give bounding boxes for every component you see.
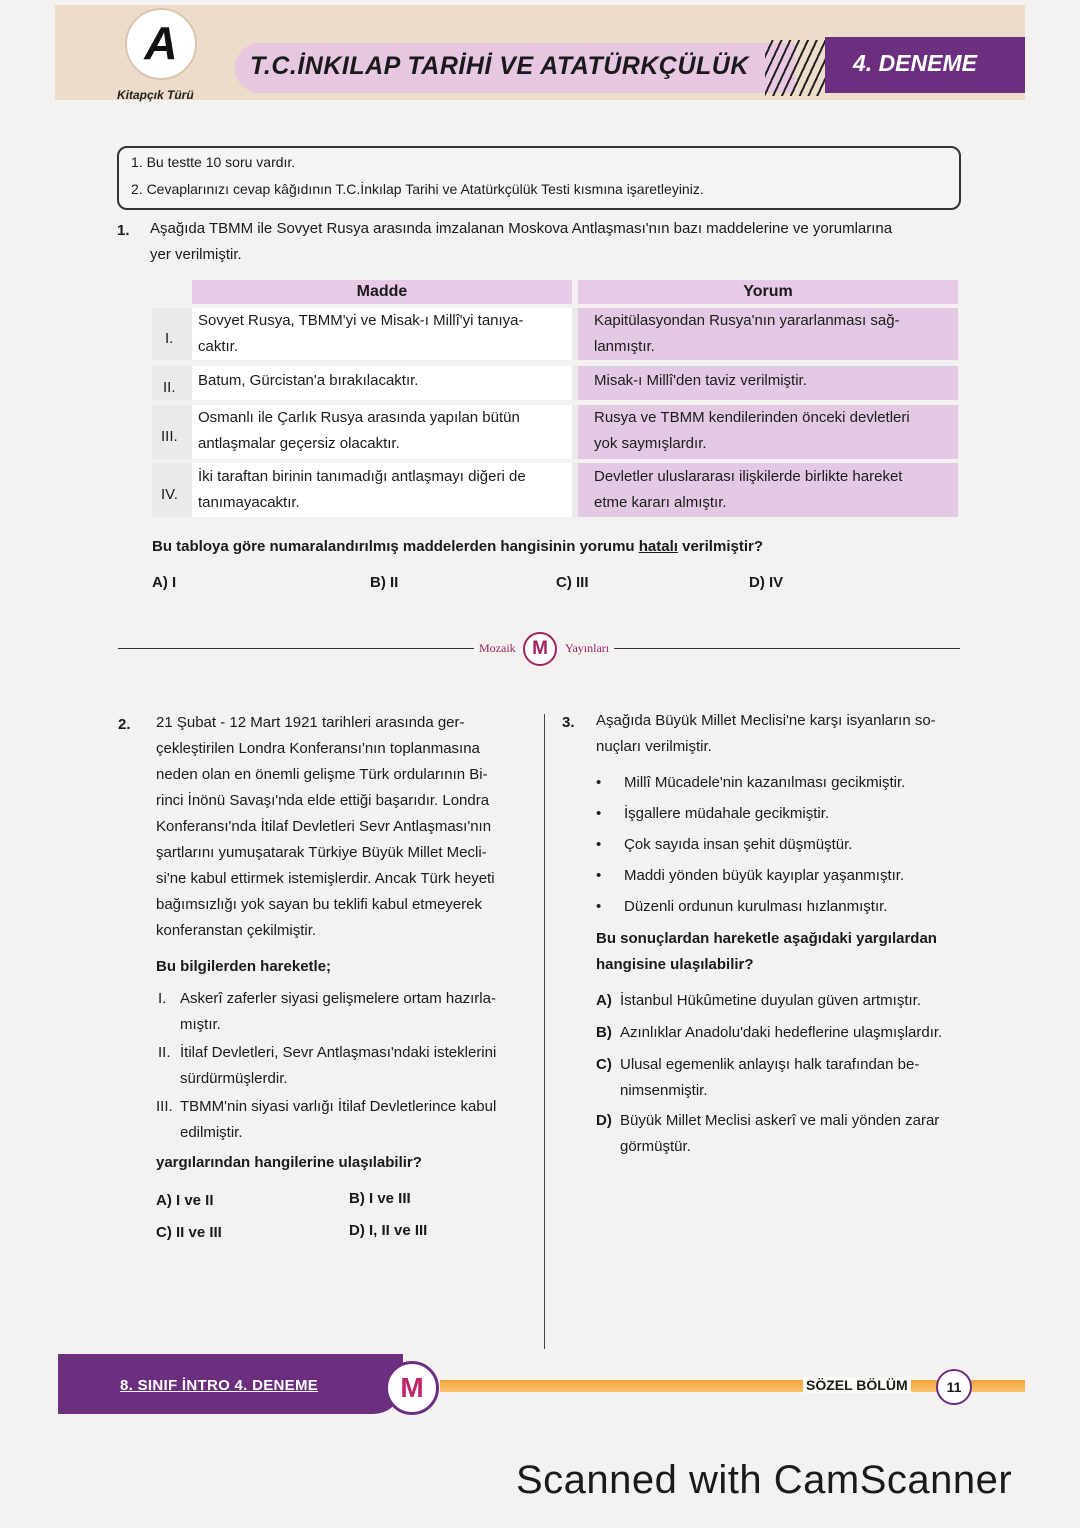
q2-prompt: Bu bilgilerden hareketle; xyxy=(156,958,332,975)
yorum-text: lanmıştır. xyxy=(594,338,655,355)
yorum-text: yok saymışlardır. xyxy=(594,435,707,452)
q2-line: bağımsızlığı yok sayan bu teklifi kabul etmeyerek xyxy=(156,896,482,913)
yorum-text: Kapitülasyondan Rusya'nın yararlanması sağ- xyxy=(594,312,900,329)
q2-statement: TBMM'nin siyasi varlığı İtilaf Devletlerince kabul xyxy=(180,1098,497,1115)
q1-stem-line: Aşağıda TBMM ile Sovyet Rusya arasında imzalanan Moskova Antlaşması'nın bazı maddelerine ve yorumlarına xyxy=(150,220,893,237)
q2-option-c[interactable]: C) II ve III xyxy=(156,1224,222,1241)
q2-statement: mıştır. xyxy=(180,1016,221,1033)
publisher-left: Mozaik xyxy=(479,641,516,655)
q1-option-a[interactable]: A) I xyxy=(152,574,177,591)
q3-bullet: • İşgallere müdahale gecikmiştir. xyxy=(624,801,829,827)
divider-line xyxy=(118,648,474,649)
q3-option-c[interactable]: Ulusal egemenlik anlayışı halk tarafından be- xyxy=(620,1056,920,1073)
q3-bullet: • Çok sayıda insan şehit düşmüştür. xyxy=(624,832,852,858)
stripes-decoration xyxy=(765,40,825,96)
q1-question-pre: Bu tabloya göre numaralandırılmış maddelerden hangisinin yorumu xyxy=(152,538,639,555)
q2-option-a[interactable]: A) I ve II xyxy=(156,1192,214,1209)
q2-statement: sürdürmüşlerdir. xyxy=(180,1070,288,1087)
q2-statement-num: I. xyxy=(158,990,167,1007)
scanner-watermark: Scanned with CamScanner xyxy=(516,1458,1013,1502)
q3-stem-line: Aşağıda Büyük Millet Meclisi'ne karşı isyanların so- xyxy=(596,712,936,729)
yorum-text: Rusya ve TBMM kendilerinden önceki devletleri xyxy=(594,409,910,426)
q3-option-d[interactable]: Büyük Millet Meclisi askerî ve mali yönden zarar xyxy=(620,1112,940,1129)
yorum-text: etme kararı almıştır. xyxy=(594,494,727,511)
q2-statement-num: II. xyxy=(158,1044,171,1061)
page-title: T.C.İNKILAP TARİHİ VE ATATÜRKÇÜLÜK xyxy=(250,52,749,80)
q2-number: 2. xyxy=(118,716,131,733)
column-divider xyxy=(544,714,545,1349)
madde-text: Batum, Gürcistan'a bırakılacaktır. xyxy=(198,372,419,389)
instruction-line: 2. Cevaplarınızı cevap kâğıdının T.C.İnkılap Tarihi ve Atatürkçülük Testi kısmına işaretleyiniz. xyxy=(131,181,704,197)
q2-line: neden olan en önemli gelişme Türk ordularının Bi- xyxy=(156,766,488,783)
q1-question xyxy=(152,534,763,560)
q1-option-d[interactable]: D) IV xyxy=(749,574,784,591)
deneme-badge-label: 4. DENEME xyxy=(853,50,977,76)
q3-option-label[interactable]: B) xyxy=(596,1024,612,1041)
q2-statement: edilmiştir. xyxy=(180,1124,243,1141)
q2-line: 21 Şubat - 12 Mart 1921 tarihleri arasında ger- xyxy=(156,714,465,731)
q3-question: Bu sonuçlardan hareketle aşağıdaki yargılardan xyxy=(596,930,937,947)
madde-text: Osmanlı ile Çarlık Rusya arasında yapılan bütün xyxy=(198,409,520,426)
q3-option-label[interactable]: D) xyxy=(596,1112,612,1129)
table-header-yorum: Yorum xyxy=(578,280,958,304)
publisher-logo-icon: M xyxy=(523,632,557,666)
madde-text: Sovyet Rusya, TBMM'yi ve Misak-ı Millî'yi tanıya- xyxy=(198,312,524,329)
q3-option-label[interactable]: A) xyxy=(596,992,612,1009)
q2-statement: İtilaf Devletleri, Sevr Antlaşması'ndaki isteklerini xyxy=(180,1044,497,1061)
q2-question: yargılarından hangilerine ulaşılabilir? xyxy=(156,1154,422,1171)
page-number: 11 xyxy=(936,1369,972,1405)
q1-question-post: verilmiştir? xyxy=(677,538,763,555)
q2-line: konferanstan çekilmiştir. xyxy=(156,922,317,939)
madde-text: caktır. xyxy=(198,338,239,355)
q3-bullet: • Düzenli ordunun kurulması hızlanmıştır. xyxy=(624,894,887,920)
q3-number: 3. xyxy=(562,714,575,731)
divider-line xyxy=(614,648,960,649)
q1-number: 1. xyxy=(117,222,130,239)
q2-line: çekleştirilen Londra Konferansı'nın toplanmasına xyxy=(156,740,480,757)
q2-line: Konferansı'nda İtilaf Devletleri Sevr Antlaşması'nın xyxy=(156,818,492,835)
q1-question-underlined: hatalı xyxy=(638,538,678,555)
q2-option-b[interactable]: B) I ve III xyxy=(349,1190,411,1207)
q3-question: hangisine ulaşılabilir? xyxy=(596,956,754,973)
footer-label: 8. SINIF İNTRO 4. DENEME xyxy=(120,1377,319,1394)
table-header-madde: Madde xyxy=(192,280,572,304)
madde-text: antlaşmalar geçersiz olacaktır. xyxy=(198,435,400,452)
q2-option-d[interactable]: D) I, II ve III xyxy=(349,1222,428,1239)
q1-stem-line: yer verilmiştir. xyxy=(150,246,242,263)
row-number: II. xyxy=(163,379,176,396)
q2-statement: Askerî zaferler siyasi gelişmelere ortam hazırla- xyxy=(180,990,496,1007)
row-number: III. xyxy=(161,428,178,445)
q3-bullet: • Millî Mücadele'nin kazanılması gecikmiştir. xyxy=(624,770,905,796)
madde-text: İki taraftan birinin tanımadığı antlaşmayı diğeri de xyxy=(198,468,526,485)
yorum-text: Misak-ı Millî'den taviz verilmiştir. xyxy=(594,372,807,389)
q1-option-c[interactable]: C) III xyxy=(556,574,589,591)
instruction-line: 1. Bu testte 10 soru vardır. xyxy=(131,154,296,170)
footer-logo-icon: M xyxy=(385,1361,439,1415)
q3-option-d[interactable]: görmüştür. xyxy=(620,1138,691,1155)
yorum-text: Devletler uluslararası ilişkilerde birlikte hareket xyxy=(594,468,903,485)
madde-text: tanımayacaktır. xyxy=(198,494,300,511)
q2-statement-num: III. xyxy=(156,1098,173,1115)
q2-line: rinci İnönü Savaşı'nda elde ettiği başarıdır. Londra xyxy=(156,792,490,809)
q1-option-b[interactable]: B) II xyxy=(370,574,399,591)
q3-option-a[interactable]: İstanbul Hükûmetine duyulan güven artmıştır. xyxy=(620,992,921,1009)
section-label: SÖZEL BÖLÜM xyxy=(803,1377,911,1393)
booklet-label: Kitapçık Türü xyxy=(117,88,194,102)
q3-option-c[interactable]: nimsenmiştir. xyxy=(620,1082,708,1099)
q2-line: şartlarını yumuşatarak Türkiye Büyük Millet Mecli- xyxy=(156,844,487,861)
row-number: IV. xyxy=(161,486,178,503)
q3-stem-line: nuçları verilmiştir. xyxy=(596,738,712,755)
q3-option-b[interactable]: Azınlıklar Anadolu'daki hedeflerine ulaşmışlardır. xyxy=(620,1024,943,1041)
row-number: I. xyxy=(165,330,174,347)
q3-bullet: • Maddi yönden büyük kayıplar yaşanmıştır. xyxy=(624,863,904,889)
q3-option-label[interactable]: C) xyxy=(596,1056,612,1073)
booklet-letter: A xyxy=(125,8,197,80)
q2-line: si'ne kabul ettirmek istemişlerdir. Ancak Türk heyeti xyxy=(156,870,495,887)
instructions-box xyxy=(117,146,961,210)
publisher-right: Yayınları xyxy=(565,641,610,655)
